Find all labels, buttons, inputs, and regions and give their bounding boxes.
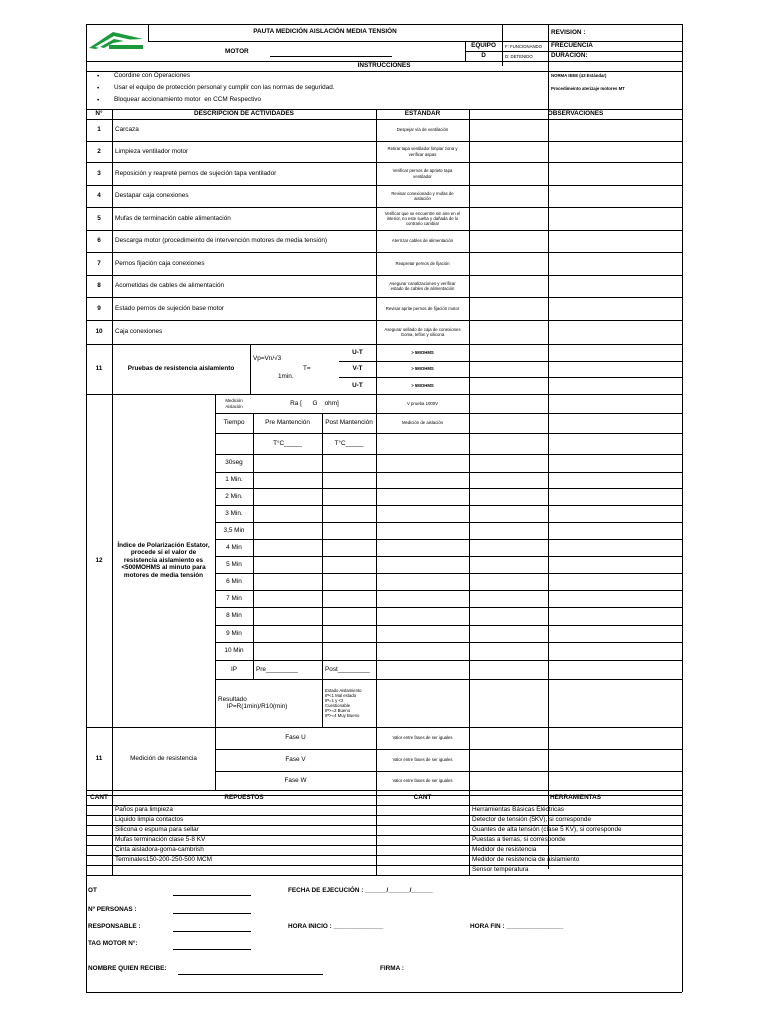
activity-description: Limpieza ventilador motor <box>115 147 189 155</box>
duracion-label: DURACION: <box>551 52 588 60</box>
grid-line <box>682 109 683 875</box>
fecha-ejecucion-label: FECHA DE EJECUCIÓN : ______/______/______ <box>288 887 433 894</box>
col-observaciones-header: OBSERVACIONES <box>547 110 604 118</box>
grid-line <box>215 642 682 643</box>
activity-description: Estado pernos de sujeción base motor <box>115 304 225 312</box>
procedimiento-text: Procedimeinto aterizaje motores MT <box>551 86 625 91</box>
activity-description: Acometidas de cables de alimentación <box>115 282 225 290</box>
time-step-label: 10 Min <box>224 647 244 655</box>
time-step-label: 3 Min. <box>225 509 243 517</box>
test11-phase: U-T <box>352 381 363 389</box>
activity-standard: Retirar tapa ventilador limpiar zona y verificar aspas <box>387 146 458 157</box>
time-step-label: 9 Min <box>226 629 242 637</box>
activity-description: Pernos fijación caja conexiones <box>115 259 205 267</box>
grid-line <box>86 875 87 992</box>
tiempo-label: Tiempo <box>223 419 245 427</box>
form-title: PAUTA MEDICIÓN AISLACIÓN MEDIA TENSIÓN <box>253 28 397 36</box>
time-step-label: 4 Min <box>226 543 242 551</box>
activity-standard: Revisar conexionado y mufas de aislación <box>391 190 454 201</box>
grid-line <box>215 607 682 608</box>
activity-number: 5 <box>97 214 101 222</box>
repuesto-item: Paños para limpieza <box>115 806 173 814</box>
test11-phase: U-T <box>352 348 363 356</box>
activity-description: Descarga motor (procedimeinto de intervención motores de media tensión) <box>115 237 328 245</box>
equipo-label: EQUIPO <box>471 42 496 50</box>
test11-description: Pruebas de resistencia aislamiento <box>127 365 235 373</box>
instruction-item: Usar el equipo de protección personal y cumplir con las normas de seguridad. <box>114 84 335 91</box>
repuestos-header: REPUESTOS <box>224 793 264 801</box>
activity-standard: Aterrizar cables de alimentación <box>391 238 454 244</box>
activity-description: Mufas de terminación cable alimentación <box>115 214 231 222</box>
activity-number: 4 <box>97 192 101 200</box>
estado-aislamiento-legend: Estado Aislamiento IP<1 Mal estado IP=1 y <2 Cuestionable IP>=2 Bueno IP>=4 Muy Bueno <box>325 687 362 719</box>
time-step-label: 30seg <box>225 459 243 467</box>
personas-field[interactable] <box>173 913 251 914</box>
activity-standard: Despejar vía de ventilación <box>396 127 449 133</box>
activity-standard: Reapretar pernos de fijación <box>395 260 450 266</box>
instrucciones-heading: INSTRUCCIONES <box>357 62 411 70</box>
herramienta-item: Guantes de alta tensión (clase 5 KV), si corresponde <box>472 826 622 834</box>
hora-inicio-label: HORA INICIO : ______________ <box>288 923 384 930</box>
time-step-label: 8 Min <box>226 612 242 620</box>
cant2-header: CANT <box>413 793 432 801</box>
grid-line <box>215 454 682 455</box>
herramienta-item: Sensor temperatura <box>472 866 529 874</box>
grid-line <box>250 344 251 394</box>
activity-description: Caja conexiones <box>115 328 163 336</box>
repuesto-item: Silicona o espuma para sellar <box>115 826 199 834</box>
grid-line <box>682 875 683 992</box>
ra-label: Ra [ G ohm] <box>290 399 339 407</box>
ip-post-field: Post_________ <box>325 665 370 673</box>
pre-temp-field: T°C_____ <box>273 439 302 447</box>
activity-number: 1 <box>97 126 101 134</box>
herramientas-header: HERRAMIENTAS <box>549 793 601 801</box>
grid-line <box>215 522 682 523</box>
herramienta-item: Puestas a tierras, si corresponde <box>472 836 566 844</box>
status-f-label: F: FUNCIONANDO <box>505 43 542 49</box>
ot-label: OT <box>88 887 97 894</box>
nombre-recibe-label: NOMBRE QUIEN RECIBE: <box>88 965 167 972</box>
activity-standard: Revisar aprite pernos de fijación motor <box>385 305 460 311</box>
activity-number: 10 <box>95 328 103 336</box>
activity-description: Carcaza <box>115 126 139 134</box>
firma-label: FIRMA : <box>380 965 404 972</box>
test11-number: 11 <box>95 365 103 373</box>
revision-label: REVISION : <box>551 28 586 36</box>
repuesto-item: Cinta aisladora-goma-cambrish <box>115 846 204 854</box>
herramienta-item: Medidor de resistencia de aislamiento <box>472 856 580 864</box>
grid-line <box>215 505 682 506</box>
activity-description: Destapar caja conexiones <box>115 192 189 200</box>
herramienta-item: Medidor de resistencia <box>472 846 537 854</box>
grid-line <box>215 472 682 473</box>
v-prueba-label: V prueba 1000V <box>406 400 439 406</box>
herramienta-item: Detector de tensión (5KV), si corresponde <box>472 816 591 824</box>
tag-motor-field[interactable] <box>173 949 251 950</box>
ot-field[interactable] <box>173 895 251 896</box>
bullet-icon: • <box>97 85 100 92</box>
medicion-standard: Medición de aislación <box>401 420 444 426</box>
activity-description: Reposición y reapreté pernos de sujeción tapa ventilador <box>115 169 277 177</box>
fase-standard: Valor entre fases de ser iguales <box>392 735 453 741</box>
grid-line <box>548 24 549 869</box>
grid-line <box>148 41 502 42</box>
activity-number: 6 <box>97 237 101 245</box>
grid-line <box>215 539 682 540</box>
fase-standard: Valor entre fases de ser iguales <box>392 757 453 763</box>
motor-label: MOTOR <box>225 48 249 56</box>
time-step-label: 5 Min <box>226 560 242 568</box>
post-temp-field: T°C_____ <box>334 439 364 447</box>
col-estandar-header: ESTÁNDAR <box>404 110 441 118</box>
time-step-label: 7 Min <box>226 594 242 602</box>
grid-line <box>215 556 682 557</box>
test12-number: 12 <box>95 556 103 564</box>
fase-label: Fase W <box>284 776 307 784</box>
repuesto-item: Terminales150-200-250-500 MCM <box>115 856 212 864</box>
test11-standard: > 5MOHMS <box>411 349 434 355</box>
test11-vp-label: Vp=Vn/√3 <box>253 355 282 362</box>
repuesto-item: Mufas terminación clase 5-8 KV <box>115 836 206 844</box>
grid-line <box>215 573 682 574</box>
activity-number: 9 <box>97 304 101 312</box>
equipo-d-label: D <box>481 52 486 60</box>
col-descripcion-header: DESCRIPCIÓN DE ACTIVIDADES <box>194 110 294 118</box>
status-d-label: D: DETENIDO <box>505 53 533 59</box>
time-step-label: 3,5 Min <box>223 526 245 534</box>
test11-standard: > 5MOHMS <box>411 366 434 372</box>
pre-mantencion-label: Pre Mantención <box>265 419 310 427</box>
instruction-item: Bloquear accionamiento motor en CCM Respectivo <box>114 96 262 103</box>
personas-label: Nº PERSONAS : <box>88 906 137 913</box>
test11-phase: V-T <box>352 365 363 373</box>
activity-number: 3 <box>97 169 101 177</box>
test12-description: Índice de Polarización Estator, procede si el valor de resistencia aislamiento es <500MOHMS al minuto para motores de media tensión <box>117 542 210 579</box>
time-step-label: 6 Min <box>226 577 242 585</box>
activity-standard: Asegurar canalizaciones y verificar estado de cables de alimentación <box>389 280 456 291</box>
grid-line <box>215 625 682 626</box>
ip-label: IP <box>230 665 238 673</box>
post-mantencion-label: Post Mantención <box>325 419 373 427</box>
grid-line <box>86 61 87 109</box>
activity-number: 2 <box>97 147 101 155</box>
grid-line <box>502 24 503 66</box>
motor-name-field[interactable] <box>270 56 392 57</box>
grid-line <box>86 875 682 876</box>
activity-number: 8 <box>97 282 101 290</box>
repuesto-item: Liquido limpia contactos <box>115 816 184 824</box>
activity-standard: Asegurar sellado de caja de conexiones Goma, teflon y silicona <box>384 326 461 337</box>
grid-line <box>86 109 87 875</box>
activity-number: 7 <box>97 259 101 267</box>
test11-min-label: 1min. <box>278 373 294 380</box>
test-res-description: Medición de resistencia <box>130 754 197 762</box>
company-logo <box>87 27 145 53</box>
resultado-label: Resultado IP=R(1min)/R10(min) <box>218 695 288 710</box>
grid-line <box>215 590 682 591</box>
time-step-label: 1 Min. <box>225 476 243 484</box>
grid-line <box>322 413 323 727</box>
grid-line <box>86 992 682 993</box>
activity-standard: Verificar que se encuentre sin aire en el interior, no este suelta y dañada de lo contrario cambiar <box>384 210 461 227</box>
bullet-icon: • <box>97 73 100 80</box>
grid-line <box>86 24 87 66</box>
time-step-label: 2 Min. <box>225 492 243 500</box>
tag-motor-label: TAG MOTOR N°: <box>88 940 138 947</box>
grid-line <box>253 413 254 679</box>
grid-line <box>112 109 113 790</box>
activity-standard: Verificar pernos de apriete tapa ventilador <box>392 168 453 179</box>
norma-text: NORMA IEEE (43 Estándar) <box>551 73 607 78</box>
test-res-number: 11 <box>95 754 103 762</box>
cant-header: CANT <box>90 793 108 801</box>
grid-line <box>376 109 377 394</box>
responsable-field[interactable] <box>173 931 251 932</box>
bullet-icon: • <box>97 97 100 104</box>
hora-fin-label: HORA FIN : ________________ <box>470 923 564 930</box>
responsable-label: RESPONSABLE : <box>88 923 141 930</box>
grid-line <box>215 488 682 489</box>
frecuencia-label: FRECUENCIA <box>551 42 593 50</box>
herramienta-item: Herramientas Básicas Eléctricas <box>472 806 564 814</box>
medicion-aislacion-label: Medición Aislación <box>225 398 243 409</box>
nombre-recibe-field[interactable] <box>178 974 323 975</box>
test11-standard: > 5MOHMS <box>411 382 434 388</box>
fase-label: Fase V <box>285 756 306 764</box>
fase-standard: Valor entre fases de ser iguales <box>392 777 453 783</box>
instruction-item: Coordine con Operaciones <box>114 72 191 79</box>
fase-label: Fase U <box>285 734 306 742</box>
grid-line <box>469 109 470 790</box>
col-num-header: N° <box>95 110 103 118</box>
test11-t-label: T= <box>303 365 311 372</box>
ip-pre-field: Pre_________ <box>256 665 298 673</box>
